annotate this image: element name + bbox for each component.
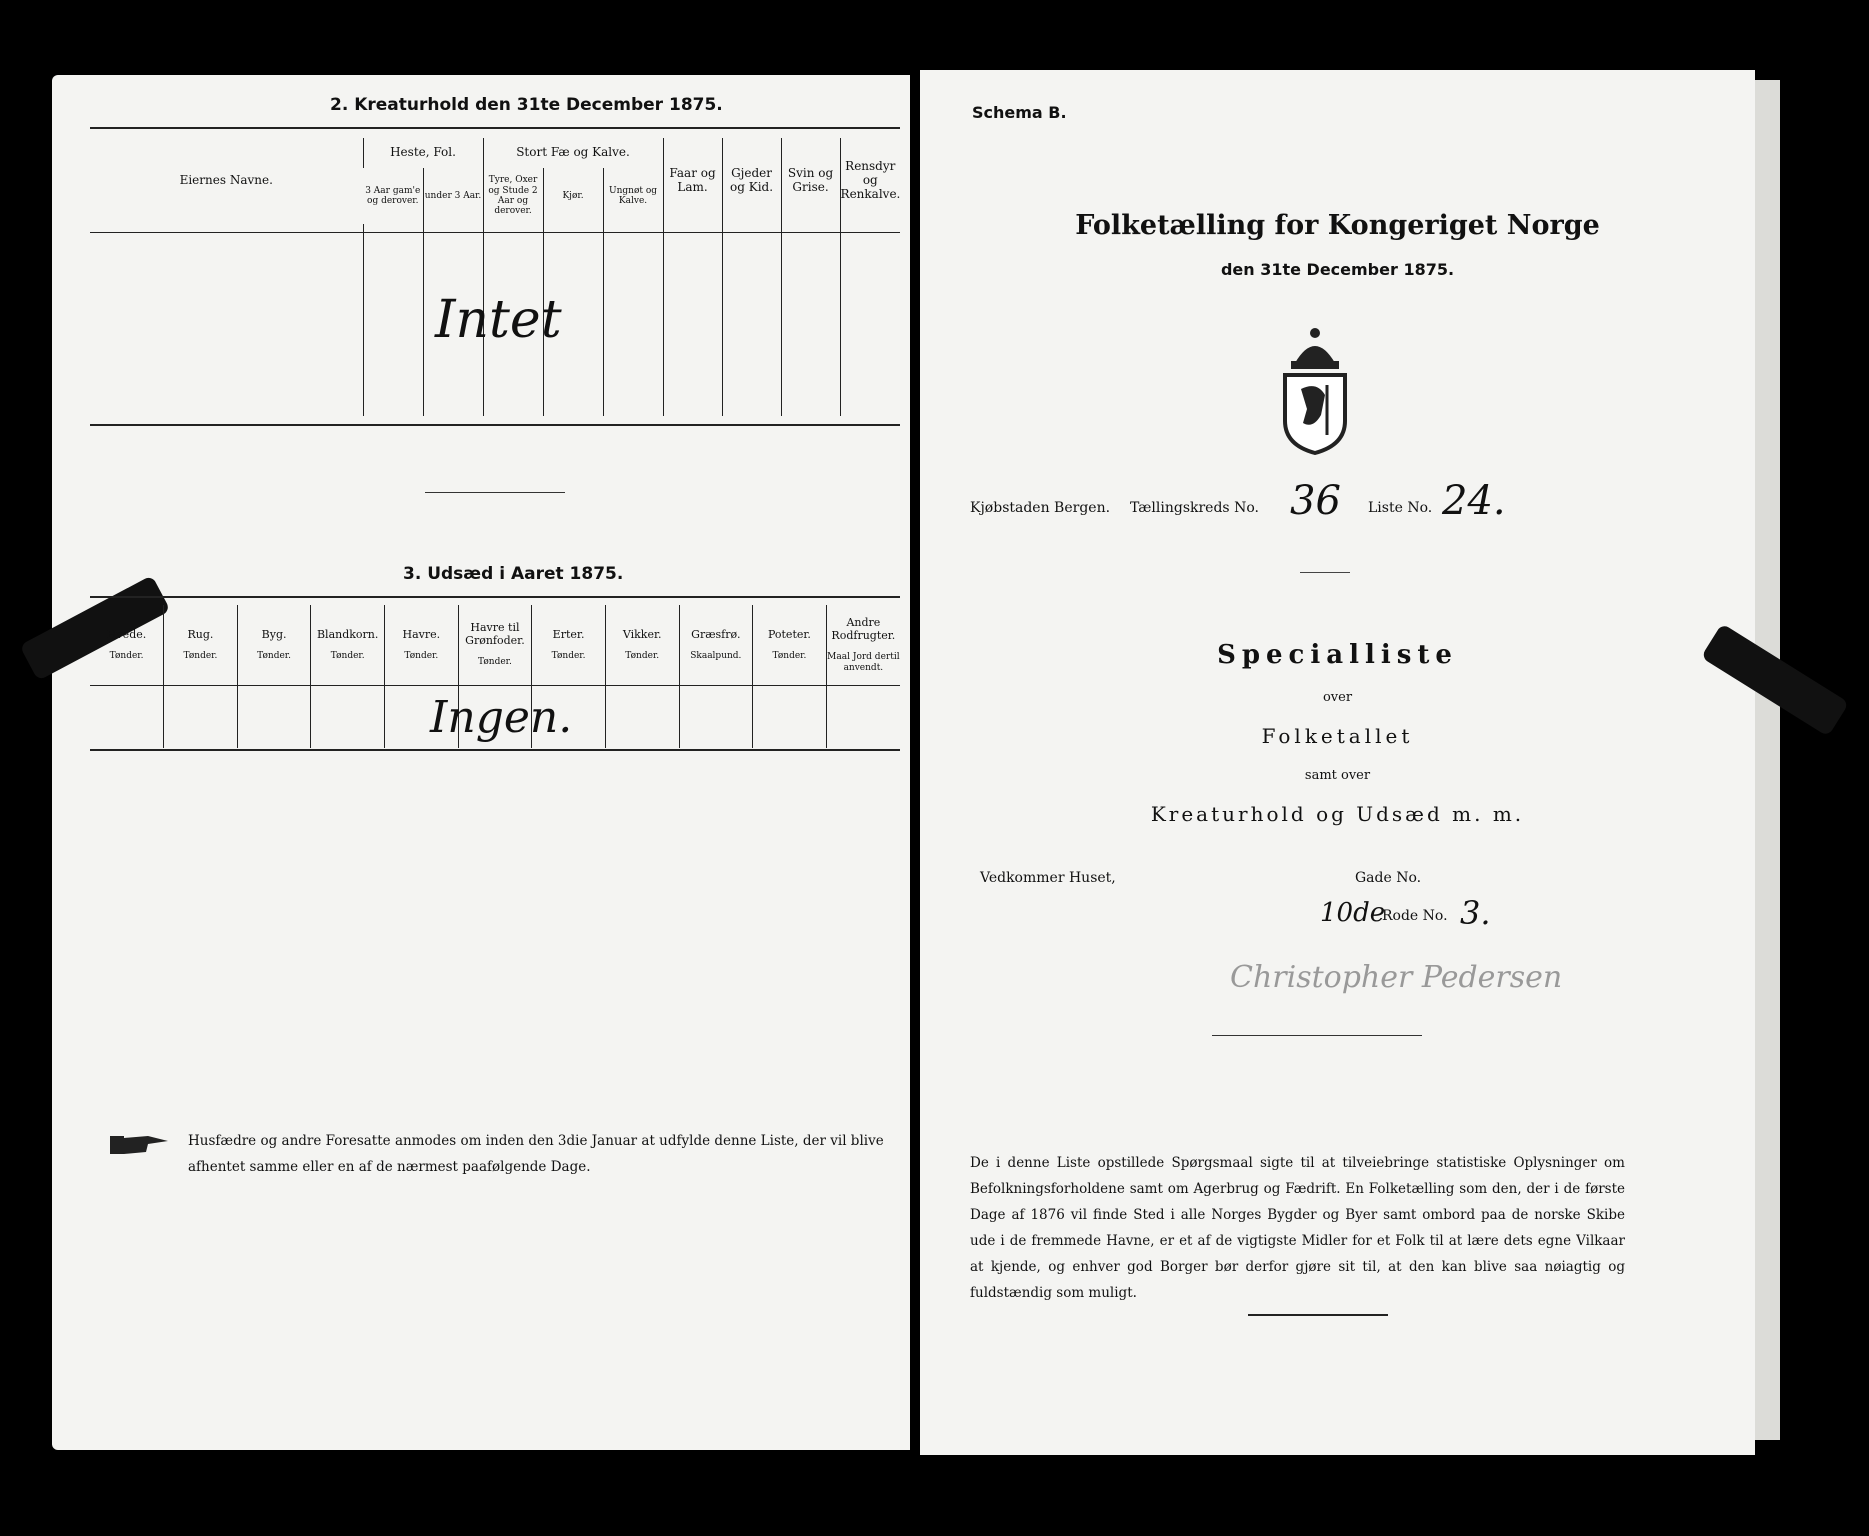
header-heste-old: 3 Aar gam'e og derover.	[365, 185, 421, 206]
udsaed-header-unit: Tønder.	[625, 651, 660, 662]
subtitle: den 31te December 1875.	[1220, 260, 1455, 279]
udsaed-header-name: Havre til Grønfoder.	[465, 621, 525, 647]
section3-title: 3. Udsæd i Aaret 1875.	[403, 564, 624, 584]
udsaed-header-1	[164, 605, 238, 685]
ornament-rule	[1300, 572, 1350, 573]
udsaed-top-rule	[90, 596, 900, 598]
udsaed-cell	[679, 685, 753, 748]
udsaed-header-unit: Skaalpund.	[690, 651, 742, 662]
kreaturhold-heading: Kreaturhold og Udsæd m. m.	[1150, 802, 1525, 826]
header-ungnot: Ungnøt og Kalve.	[603, 168, 663, 224]
udsaed-header-unit: Maal Jord dertil anvendt.	[827, 652, 900, 673]
folketallet-heading: Folketallet	[1261, 724, 1414, 748]
section2-title: 2. Kreaturhold den 31te December 1875.	[330, 95, 723, 115]
gade-label: Gade No.	[1355, 870, 1422, 886]
rode-prefix: 10de	[1320, 898, 1386, 928]
udsaed-header-unit: Tønder.	[772, 651, 807, 662]
header-rensdyr: Rensdyr og Renkalve.	[840, 138, 900, 224]
udsaed-header-unit: Tønder.	[257, 651, 291, 662]
udsaed-header-name: Rug.	[187, 627, 214, 641]
udsaed-header-6	[532, 605, 606, 685]
udsaed-handwriting: Ingen.	[430, 692, 573, 743]
kreatur-handwriting: Intet	[435, 290, 562, 350]
udsaed-header-name: Erter.	[552, 627, 585, 641]
udsaed-header-4	[385, 605, 459, 685]
udsaed-header-unit: Tønder.	[404, 651, 439, 662]
udsaed-header-name: Havre.	[402, 627, 441, 641]
liste-label: Liste No.	[1368, 500, 1433, 516]
coat-of-arms-icon	[1273, 325, 1357, 455]
udsaed-header-name: Blandkorn.	[316, 627, 379, 641]
header-faar: Faar og Lam.	[663, 138, 722, 224]
rode-label: Rode No.	[1382, 908, 1448, 924]
udsaed-header-name: Hvede.	[106, 627, 147, 641]
header-heste-fol: Heste, Fol.	[363, 138, 483, 168]
udsaed-header-unit: Tønder.	[330, 651, 365, 662]
kjobstaden-label: Kjøbstaden Bergen.	[970, 500, 1111, 516]
header-svin: Svin og Grise.	[781, 138, 840, 224]
page-edge	[1755, 80, 1780, 1440]
udsaed-header-9	[753, 605, 827, 685]
header-tyre: Tyre, Oxer og Stude 2 Aar og derover.	[483, 168, 543, 224]
header-stort-fae: Stort Fæ og Kalve.	[483, 138, 663, 168]
signature-rule	[1212, 1035, 1422, 1036]
udsaed-header-8	[679, 605, 753, 685]
kreatur-bottom-rule	[90, 424, 900, 426]
specialliste-heading: Specialliste	[1217, 640, 1458, 670]
udsaed-header-unit: Tønder.	[478, 657, 512, 668]
over-text-1: over	[1322, 690, 1353, 705]
header-heste-young: under 3 Aar.	[423, 168, 483, 224]
vedkommer-label: Vedkommer Huset,	[980, 870, 1116, 886]
schema-label: Schema B.	[972, 103, 1067, 122]
footer-text: De i denne Liste opstillede Spørgsmaal sigte til at tilveiebringe statistiske Oplysninger om Befolkningsforholdene samt om Agerbrug og Fædrift. En Folketælling som den, der i de første Dage af 1876 vil finde Sted i alle Norges Bygder og Byer samt ombord paa de norske Skibe ude i de fremmede Havne, er et af de vigtigste Midler for et Folk til at lære dets egne Vilkaar at kjende, og enhver god Borger bør derfor gjøre sit til, at den kan blive saa nøiagtig og fuldstændig som muligt.	[970, 1155, 1625, 1301]
kreatur-header-rule	[90, 232, 900, 233]
udsaed-cell	[90, 685, 164, 748]
udsaed-header-2	[237, 605, 311, 685]
udsaed-cell	[237, 685, 311, 748]
udsaed-header-10	[826, 605, 900, 685]
udsaed-cell	[164, 685, 238, 748]
udsaed-header-rule	[90, 685, 900, 686]
kreaturhold-table	[90, 138, 900, 416]
header-kjor: Kjør.	[543, 168, 603, 224]
udsaed-header-name: Andre Rodfrugter.	[831, 616, 896, 642]
footer-rule	[1248, 1314, 1388, 1316]
top-rule	[90, 127, 900, 129]
udsaed-cell	[605, 685, 679, 748]
kreds-number: 36	[1290, 478, 1341, 524]
kreds-label: Tællingskreds No.	[1130, 500, 1259, 516]
notice-text: Husfædre og andre Foresatte anmodes om inden den 3die Januar at udfylde denne Liste, der vil blive afhentet samme eller en af de nærmest paafølgende Dage.	[188, 1133, 884, 1175]
udsaed-header-0	[90, 605, 164, 685]
signature: Christopher Pedersen	[1230, 960, 1563, 995]
udsaed-cell	[753, 685, 827, 748]
udsaed-header-name: Poteter.	[767, 627, 811, 641]
main-title: Folketælling for Kongeriget Norge	[1075, 210, 1600, 241]
short-rule	[425, 492, 565, 493]
pointing-hand-icon	[108, 1130, 172, 1158]
header-owner: Eiernes Navne.	[179, 173, 273, 188]
udsaed-header-name: Vikker.	[622, 627, 662, 641]
liste-number: 24.	[1442, 478, 1506, 524]
udsaed-cell	[311, 685, 385, 748]
udsaed-header-name: Græsfrø.	[691, 627, 741, 641]
udsaed-header-3	[311, 605, 385, 685]
udsaed-header-unit: Tønder.	[551, 651, 586, 662]
rode-number: 3.	[1460, 894, 1491, 932]
udsaed-bottom-rule	[90, 749, 900, 751]
udsaed-cell	[826, 685, 900, 748]
udsaed-header-unit: Tønder.	[183, 651, 218, 662]
udsaed-header-unit: Tønder.	[109, 651, 144, 662]
udsaed-header-7	[605, 605, 679, 685]
udsaed-header-5	[458, 605, 532, 685]
udsaed-header-name: Byg.	[261, 627, 287, 641]
samt-over-text: samt over	[1304, 768, 1371, 783]
header-gjeder: Gjeder og Kid.	[722, 138, 781, 224]
